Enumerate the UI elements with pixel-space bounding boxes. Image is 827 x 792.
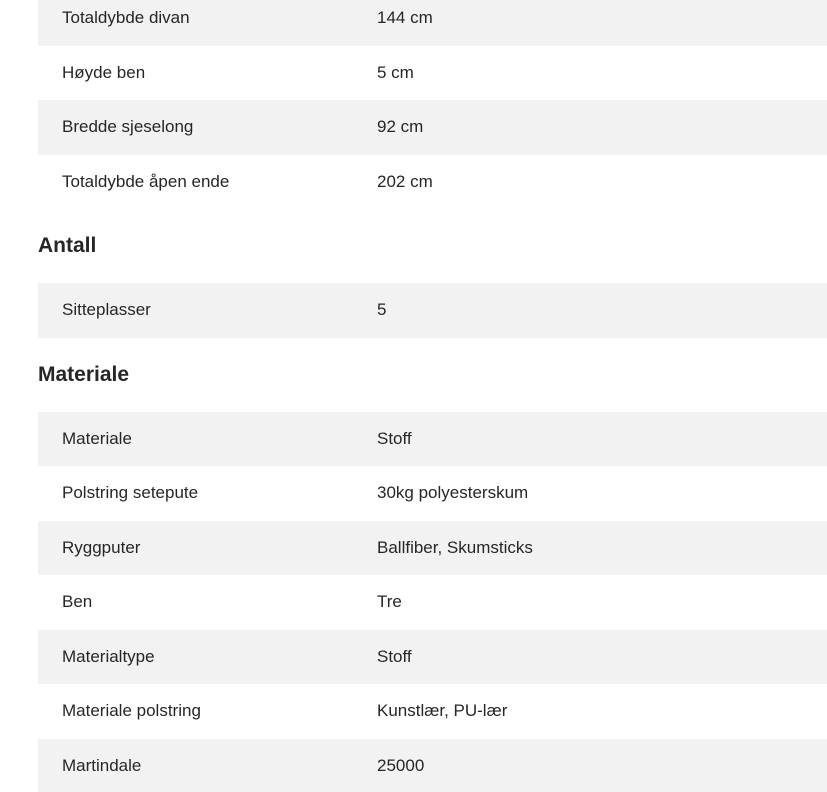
spec-row-totaldybde-apen-ende bbox=[38, 155, 827, 210]
spec-value: 30kg polyesterskum bbox=[377, 483, 529, 503]
spec-row-bredde-sjeselong bbox=[38, 100, 827, 155]
spec-label: Høyde ben bbox=[62, 62, 146, 82]
spec-row-materiale-polstring bbox=[38, 684, 827, 739]
spec-label: Ryggputer bbox=[62, 537, 141, 557]
spec-value: 202 cm bbox=[377, 171, 433, 191]
product-specifications bbox=[38, 0, 827, 792]
spec-label: Sitteplasser bbox=[62, 300, 151, 320]
spec-row-ben bbox=[38, 575, 827, 630]
spec-value: Tre bbox=[377, 592, 402, 612]
spec-value: Stoff bbox=[377, 646, 412, 666]
spec-row-materiale bbox=[38, 412, 827, 467]
spec-value: 92 cm bbox=[377, 117, 424, 137]
dimensions-table bbox=[38, 0, 827, 209]
spec-label: Materialtype bbox=[62, 646, 155, 666]
spec-label: Materiale polstring bbox=[62, 701, 201, 721]
spec-label: Bredde sjeselong bbox=[62, 117, 194, 137]
spec-value: 25000 bbox=[377, 755, 425, 775]
spec-label: Totaldybde divan bbox=[62, 8, 190, 28]
spec-value: Stoff bbox=[377, 428, 412, 448]
spec-value: 144 cm bbox=[377, 8, 433, 28]
spec-value: Ballfiber, Skumsticks bbox=[377, 537, 533, 557]
spec-row-polstring-setepute bbox=[38, 466, 827, 521]
spec-row-martindale bbox=[38, 739, 827, 792]
antall-table bbox=[38, 283, 827, 338]
spec-label: Polstring setepute bbox=[62, 483, 199, 503]
spec-row-hoyde-ben bbox=[38, 46, 827, 101]
spec-row-ryggputer bbox=[38, 521, 827, 576]
spec-value: 5 cm bbox=[377, 62, 414, 82]
spec-label: Materiale bbox=[62, 428, 132, 448]
spec-row-totaldybde-divan bbox=[38, 0, 827, 46]
spec-label: Ben bbox=[62, 592, 93, 612]
spec-row-sitteplasser bbox=[38, 283, 827, 338]
spec-label: Totaldybde åpen ende bbox=[62, 171, 230, 191]
section-heading-antall: Antall bbox=[38, 234, 97, 257]
materiale-table bbox=[38, 412, 827, 792]
spec-row-materialtype bbox=[38, 630, 827, 685]
spec-value: 5 bbox=[377, 300, 387, 320]
spec-value: Kunstlær, PU-lær bbox=[377, 701, 508, 721]
section-heading-materiale: Materiale bbox=[38, 362, 130, 386]
spec-label: Martindale bbox=[62, 755, 142, 775]
